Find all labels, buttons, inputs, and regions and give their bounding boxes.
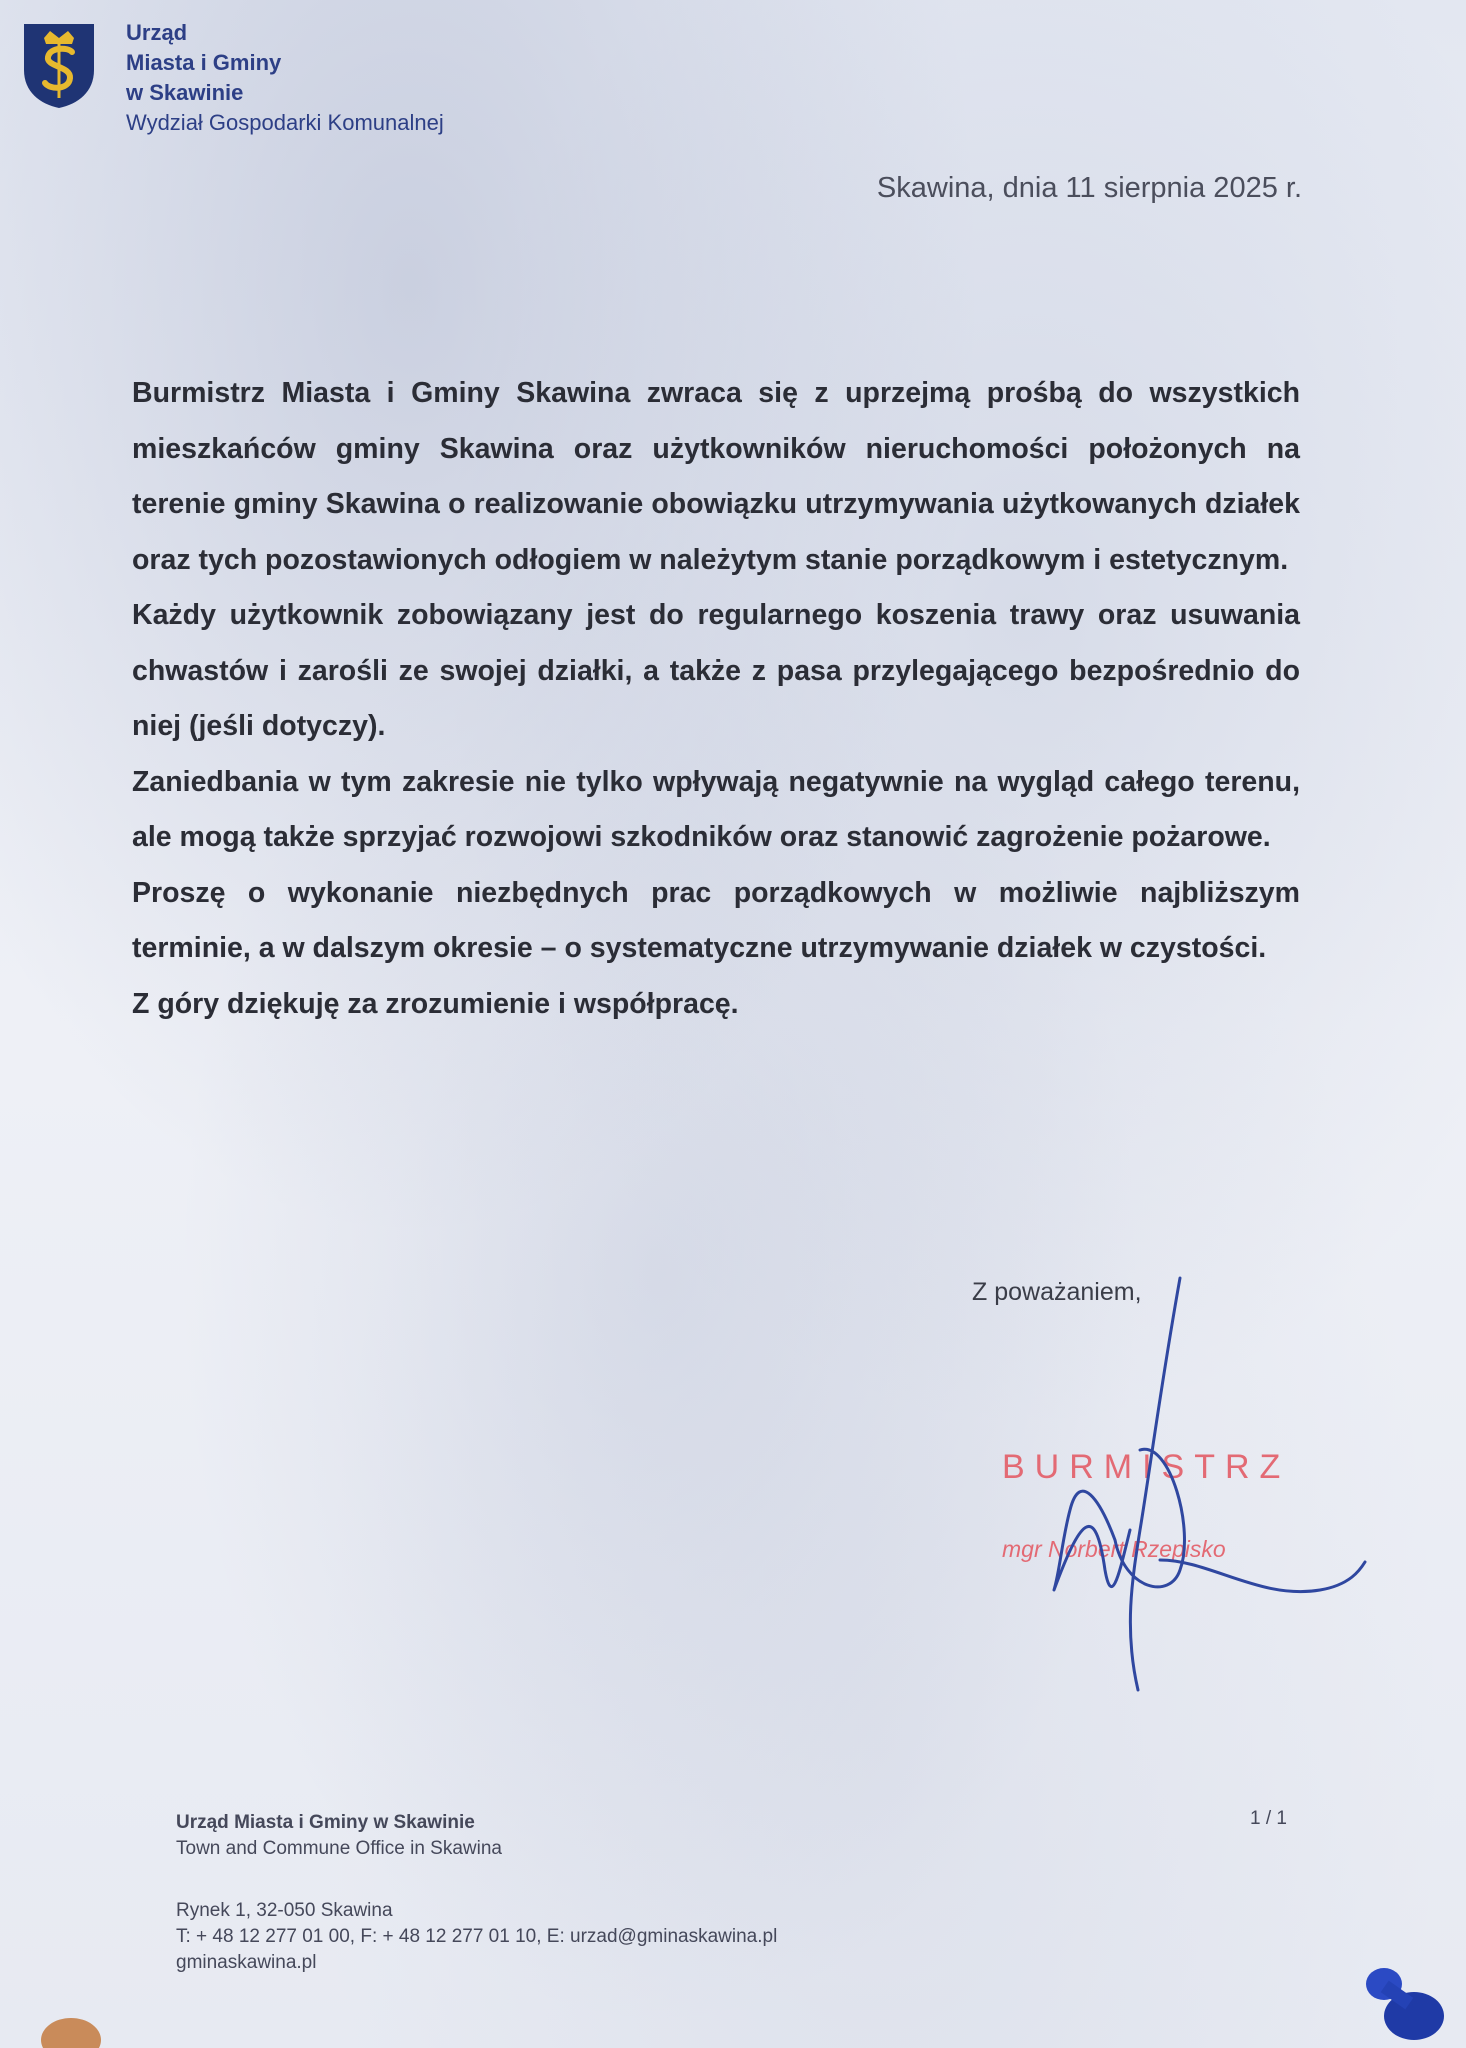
handwritten-signature xyxy=(1020,1270,1380,1710)
footer-address: Rynek 1, 32-050 Skawina xyxy=(176,1900,393,1921)
footer-website: gminaskawina.pl xyxy=(176,1952,317,1973)
footer-contact: T: + 48 12 277 01 00, F: + 48 12 277 01 10, E: urzad@gminaskawina.pl xyxy=(176,1926,778,1947)
letter-date: Skawina, dnia 11 sierpnia 2025 r. xyxy=(876,172,1302,204)
letterhead-line-1: Urząd xyxy=(126,20,188,45)
paragraph-1: Burmistrz Miasta i Gminy Skawina zwraca się z uprzejmą prośbą do wszystkich mieszkańców gminy Skawina oraz użytkowników nieruchomości położonych na terenie gminy Skawina o realizowanie obowiązku utrzymywania użytkowanych działek oraz tych pozostawionych odłogiem w należytym stanie porządkowym i estetycznym. xyxy=(132,377,1300,576)
stamp-name: mgr Norbert Rzepisko xyxy=(1002,1536,1226,1562)
push-pin-icon xyxy=(36,2002,106,2048)
footer-office-name-en: Town and Commune Office in Skawina xyxy=(176,1838,502,1859)
footer xyxy=(176,1810,777,1976)
letterhead-line-3: w Skawinie xyxy=(126,80,244,105)
push-pin-icon xyxy=(1352,1948,1462,2048)
footer-office-name: Urząd Miasta i Gminy w Skawinie xyxy=(176,1812,475,1833)
paragraph-5: Z góry dziękuję za zrozumienie i współpracę. xyxy=(132,987,739,1020)
department-name: Wydział Gospodarki Komunalnej xyxy=(126,110,444,135)
coat-of-arms-icon xyxy=(22,22,96,110)
letterhead xyxy=(126,18,444,138)
paragraph-3: Zaniedbania w tym zakresie nie tylko wpływają negatywnie na wygląd całego terenu, ale mogą także sprzyjać rozwojowi szkodników oraz stanowić zagrożenie pożarowe. xyxy=(132,765,1300,853)
closing-salutation: Z poważaniem, xyxy=(972,1278,1142,1306)
stamp-title: BURMISTRZ xyxy=(1002,1448,1291,1486)
page-number: 1 / 1 xyxy=(1250,1808,1287,1829)
letter-body xyxy=(132,366,1300,1032)
letterhead-line-2: Miasta i Gminy xyxy=(126,50,282,75)
paragraph-4: Proszę o wykonanie niezbędnych prac porządkowych w możliwie najbliższym terminie, a w dalszym okresie – o systematyczne utrzymywanie działek w czystości. xyxy=(132,876,1300,964)
paragraph-2: Każdy użytkownik zobowiązany jest do regularnego koszenia trawy oraz usuwania chwastów i zarośli ze swojej działki, a także z pasa przylegającego bezpośrednio do niej (jeśli dotyczy). xyxy=(132,599,1300,742)
